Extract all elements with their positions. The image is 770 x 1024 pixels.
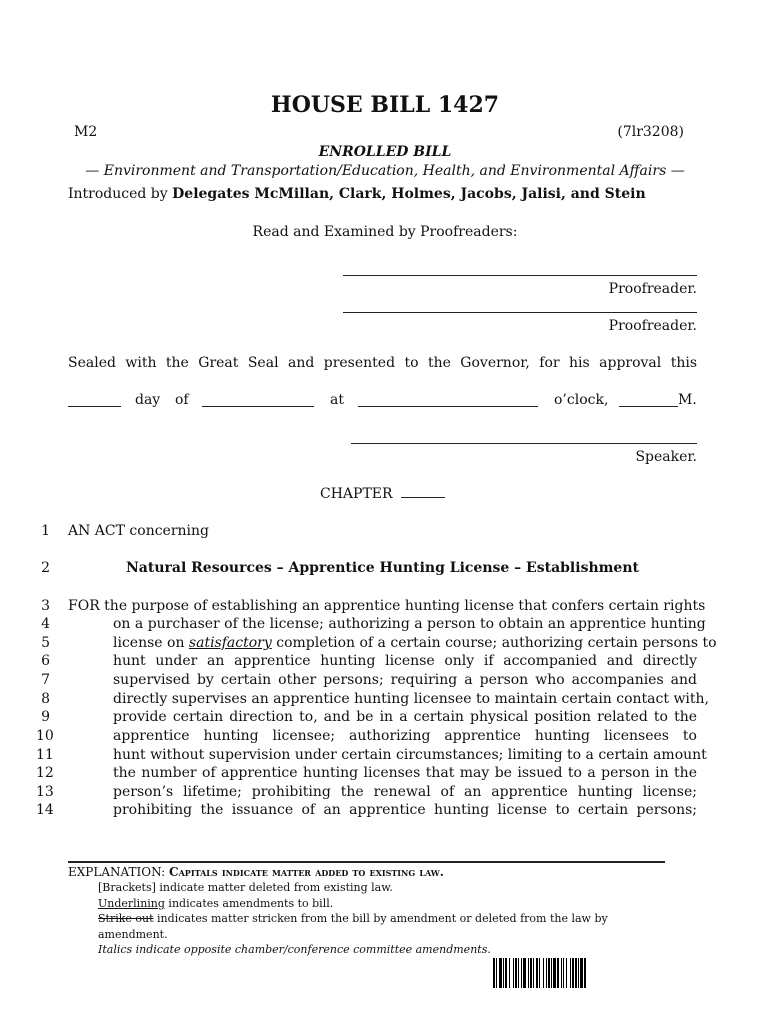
text-segment: license on (113, 635, 189, 651)
draft-number: (7lr3208) (617, 124, 684, 140)
underlining-note (98, 897, 333, 910)
bill-code: M2 (74, 124, 98, 140)
strikeout-word: Strike out (98, 912, 154, 925)
read-examined: Read and Examined by Proofreaders: (252, 224, 518, 240)
sponsor-names: Delegates McMillan, Clark, Holmes, Jacobs, Jalisi, and Stein (172, 186, 646, 202)
speaker-label: Speaker. (635, 449, 697, 465)
introduced-prefix: Introduced by (68, 186, 173, 202)
strikeout-text: indicates matter stricken from the bill by amendment or deleted from the law by (153, 912, 608, 925)
blank-field (202, 394, 314, 407)
signature-line (351, 443, 697, 444)
m-label: M. (678, 392, 697, 408)
line-number: 6 (41, 653, 50, 669)
oclock-label: o’clock, (554, 392, 609, 408)
strikeout-note (98, 912, 608, 925)
line-number: 5 (41, 635, 50, 651)
sealed-statement: Sealed with the Great Seal and presented to the Governor, for his approval this (68, 355, 697, 371)
blank-field (619, 394, 678, 407)
explanation-heading (68, 865, 444, 879)
line-number: 3 (41, 598, 50, 614)
line-number: 11 (36, 747, 54, 763)
bill-text-line: person’s lifetime; prohibiting the renewal of an apprentice hunting license; (113, 784, 697, 800)
text-segment: completion of a certain course; authorizing certain persons to (271, 635, 717, 651)
line-number: 2 (41, 560, 50, 576)
enrolled-status: ENROLLED BILL (318, 144, 452, 160)
line-number: 1 (41, 523, 50, 539)
blank-field (68, 394, 121, 407)
line-number: 4 (41, 616, 50, 632)
bill-text-line: AN ACT concerning (68, 523, 209, 539)
bill-title: HOUSE BILL 1427 (270, 92, 500, 118)
bill-subject-title: Natural Resources – Apprentice Hunting License – Establishment (126, 560, 639, 576)
brackets-note (98, 881, 393, 894)
line-number: 12 (36, 765, 54, 781)
explanation-label: EXPLANATION: (68, 865, 170, 879)
bill-text-line: prohibiting the issuance of an apprentice hunting license to certain persons; (113, 802, 697, 818)
bill-text-line: hunt without supervision under certain circumstances; limiting to a certain amount (113, 747, 707, 763)
bill-text-line: directly supervises an apprentice hunting licensee to maintain certain contact with, (113, 691, 709, 707)
barcode (493, 958, 679, 988)
bill-text-line: supervised by certain other persons; requiring a person who accompanies and (113, 672, 697, 688)
capitals-note: Capitals indicate matter added to existing law. (169, 865, 444, 879)
line-number: 7 (41, 672, 50, 688)
sponsors-line (68, 186, 646, 202)
bill-text-line: apprentice hunting licensee; authorizing apprentice hunting licensees to (113, 728, 697, 744)
proofreader-label: Proofreader. (608, 281, 697, 297)
line-number: 9 (41, 709, 50, 725)
bill-text-line: FOR the purpose of establishing an apprentice hunting license that confers certain rights (68, 598, 706, 614)
italics-note: Italics indicate opposite chamber/conference committee amendments. (98, 943, 491, 956)
chapter-label: CHAPTER (320, 486, 393, 502)
at-label: at (330, 392, 344, 408)
of-label: of (175, 392, 189, 408)
barcode-bar (584, 958, 586, 988)
footer-divider (68, 861, 665, 863)
line-number: 8 (41, 691, 50, 707)
bill-text-line: hunt under an apprentice hunting license only if accompanied and directly (113, 653, 697, 669)
bill-text-line (113, 635, 717, 651)
chapter-line (320, 485, 445, 502)
underlining-text: indicates amendments to bill. (164, 897, 334, 910)
signature-line (343, 275, 697, 276)
brackets-text: indicate matter deleted from existing law. (155, 881, 393, 894)
line-number: 10 (36, 728, 54, 744)
bill-text-line: the number of apprentice hunting licenses that may be issued to a person in the (113, 765, 697, 781)
amended-word: satisfactory (188, 635, 272, 651)
committees-line: — Environment and Transportation/Education, Health, and Environmental Affairs — (85, 163, 685, 179)
underlining-word: Underlining (98, 897, 165, 910)
signature-line (343, 312, 697, 313)
brackets-word: [Brackets] (98, 881, 156, 894)
blank-field (358, 394, 538, 407)
day-label: day (135, 392, 161, 408)
bill-text-line: on a purchaser of the license; authorizing a person to obtain an apprentice hunting (113, 616, 706, 632)
proofreader-label: Proofreader. (608, 318, 697, 334)
bill-text-line: provide certain direction to, and be in a certain physical position related to the (113, 709, 697, 725)
blank-field (401, 485, 445, 498)
line-number: 13 (36, 784, 54, 800)
strikeout-note-cont: amendment. (98, 928, 168, 941)
line-number: 14 (36, 802, 54, 818)
